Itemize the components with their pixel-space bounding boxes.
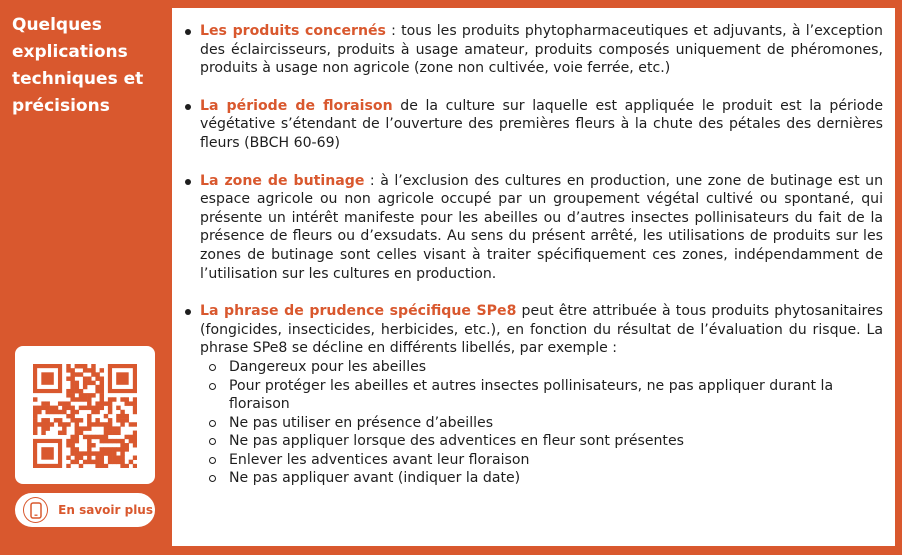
spe8-example: Enlever les adventices avant leur floraison bbox=[200, 451, 883, 470]
spe8-examples-list bbox=[200, 358, 883, 488]
section-title bbox=[12, 12, 162, 120]
smartphone-icon bbox=[23, 497, 48, 523]
spe8-example: Ne pas utiliser en présence d’abeilles bbox=[200, 414, 883, 433]
section-title-line: Quelques bbox=[12, 15, 102, 35]
term-heading: La zone de butinage bbox=[200, 172, 365, 189]
list-item-zone-butinage bbox=[184, 172, 883, 284]
list-item-produits-concernes bbox=[184, 22, 883, 78]
term-heading: La période de floraison bbox=[200, 97, 393, 114]
qr-code-image[interactable] bbox=[33, 364, 137, 468]
term-heading: Les produits concernés bbox=[200, 23, 386, 39]
term-description: : tous les produits phytopharmaceutiques et adjuvants, à l’exception des éclaircisseurs, produits à usage amateur, produits composés uniquement de phéromones, produits à usage non agricole (zone non cultivée, voie ferrée, etc.) bbox=[200, 23, 883, 77]
section-title-line: explications bbox=[12, 42, 128, 62]
en-savoir-plus-label: En savoir plus bbox=[58, 503, 153, 517]
spe8-example: Dangereux pour les abeilles bbox=[200, 358, 883, 377]
term-description: de la culture sur laquelle est appliquée le produit est la période végétative s’étendant de l’ouverture des premières fleurs à la chute des pétales des dernières fleurs (BBCH 60-69) bbox=[200, 97, 883, 151]
spe8-example: Ne pas appliquer avant (indiquer la date) bbox=[200, 469, 883, 488]
spe8-example: Ne pas appliquer lorsque des adventices en fleur sont présentes bbox=[200, 432, 883, 451]
term-description: : à l’exclusion des cultures en production, une zone de butinage est un espace agricole ou non agricole occupé par un groupement végétal cultivé ou spontané, qui présente un intérêt manifeste pour les abeilles ou d’autres insectes pollinisateurs du fait de la présence de fleurs ou d’exsudats. Au sens du présent arrêté, les utilisations de produits sur les zones de butinage sont celles visant à traiter spécifiquement ces zones, indépendamment de l’utilisation sur les cultures en production. bbox=[200, 172, 883, 282]
term-description: peut être attribuée à tous produits phytosanitaires (fongicides, insecticides, herbicides, etc.), en fonction du résultat de l’évaluation du risque. La phrase SPe8 se décline en différents libellés, par exemple : bbox=[200, 303, 883, 357]
list-item-phrase-spe8 bbox=[184, 302, 883, 488]
qr-code-card[interactable] bbox=[15, 346, 155, 484]
list-item-periode-floraison bbox=[184, 97, 883, 153]
section-title-line: techniques et bbox=[12, 69, 144, 89]
term-heading: La phrase de prudence spécifique SPe8 bbox=[200, 303, 517, 320]
spe8-example: Pour protéger les abeilles et autres insectes pollinisateurs, ne pas appliquer durant la floraison bbox=[200, 377, 883, 414]
section-title-line: précisions bbox=[12, 96, 110, 116]
explanations-panel bbox=[172, 8, 895, 546]
en-savoir-plus-button[interactable] bbox=[15, 493, 155, 527]
